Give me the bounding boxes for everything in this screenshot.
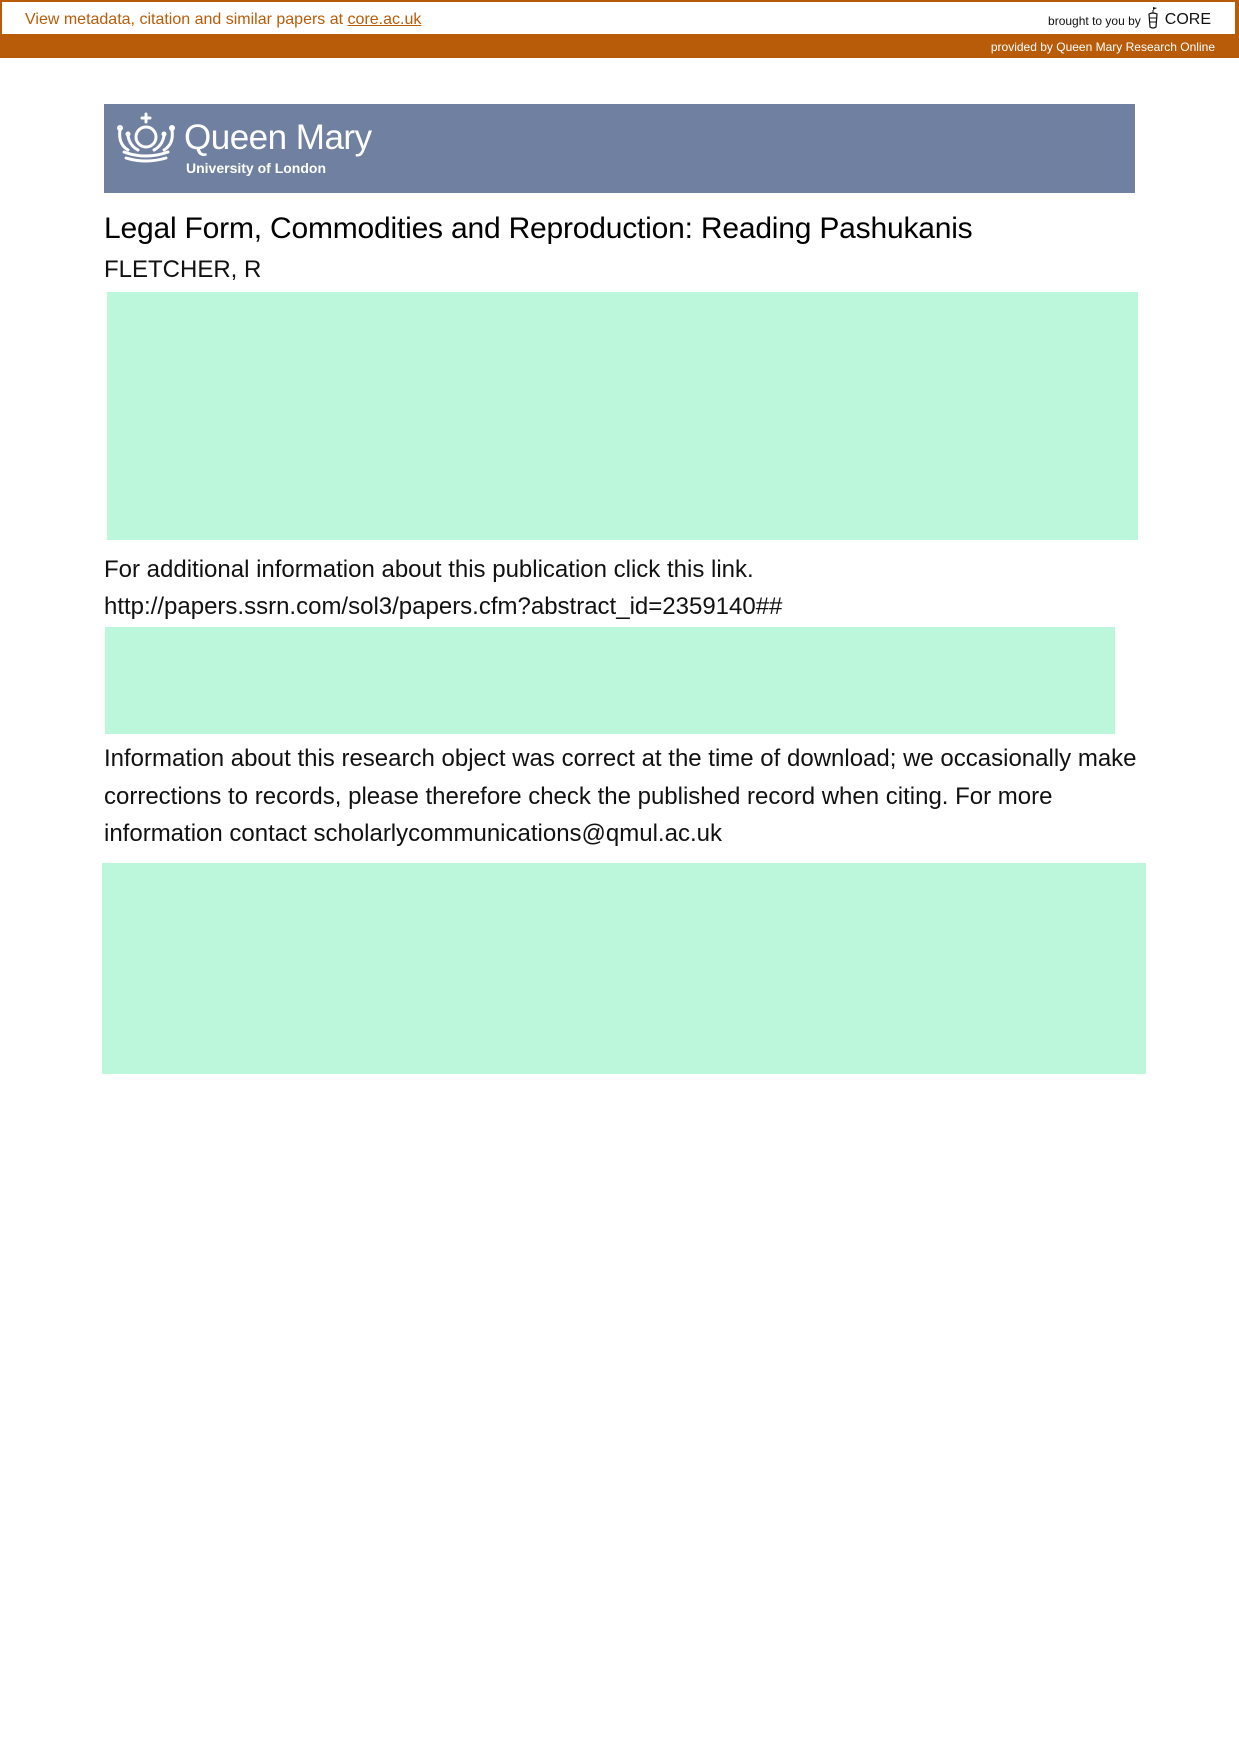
qm-crown-icon <box>114 112 178 164</box>
core-banner-top <box>2 2 1235 34</box>
highlight-block-2 <box>105 627 1115 734</box>
core-banner <box>0 0 1239 58</box>
highlight-block-1 <box>107 292 1138 540</box>
core-link[interactable]: core.ac.uk <box>347 11 422 28</box>
document-title: Legal Form, Commodities and Reproduction: Reading Pashukanis <box>104 212 973 245</box>
core-logo-icon <box>1145 6 1161 30</box>
publication-url[interactable]: http://papers.ssrn.com/sol3/papers.cfm?abstract_id=2359140## <box>104 593 783 620</box>
core-view-label: View metadata, citation and similar papers at <box>25 11 348 28</box>
university-name: Queen Mary <box>184 118 372 157</box>
brought-to-you-label: brought to you by <box>1048 14 1141 28</box>
additional-info-text: For additional information about this publication click this link. <box>104 556 754 583</box>
university-header <box>104 104 1135 193</box>
university-subtitle: University of London <box>186 160 326 176</box>
core-view-text <box>25 11 421 29</box>
document-author: FLETCHER, R <box>104 256 262 283</box>
core-brought-by[interactable] <box>1048 6 1211 30</box>
provided-by-text: provided by Queen Mary Research Online <box>990 40 1215 54</box>
highlight-block-3 <box>102 863 1146 1074</box>
correction-notice: Information about this research object was correct at the time of download; we occasionally make corrections to records, please therefore check the published record when citing. For more information contact scholarlycommunications@qmul.ac.uk <box>104 745 1137 847</box>
core-brand: CORE <box>1164 11 1211 28</box>
